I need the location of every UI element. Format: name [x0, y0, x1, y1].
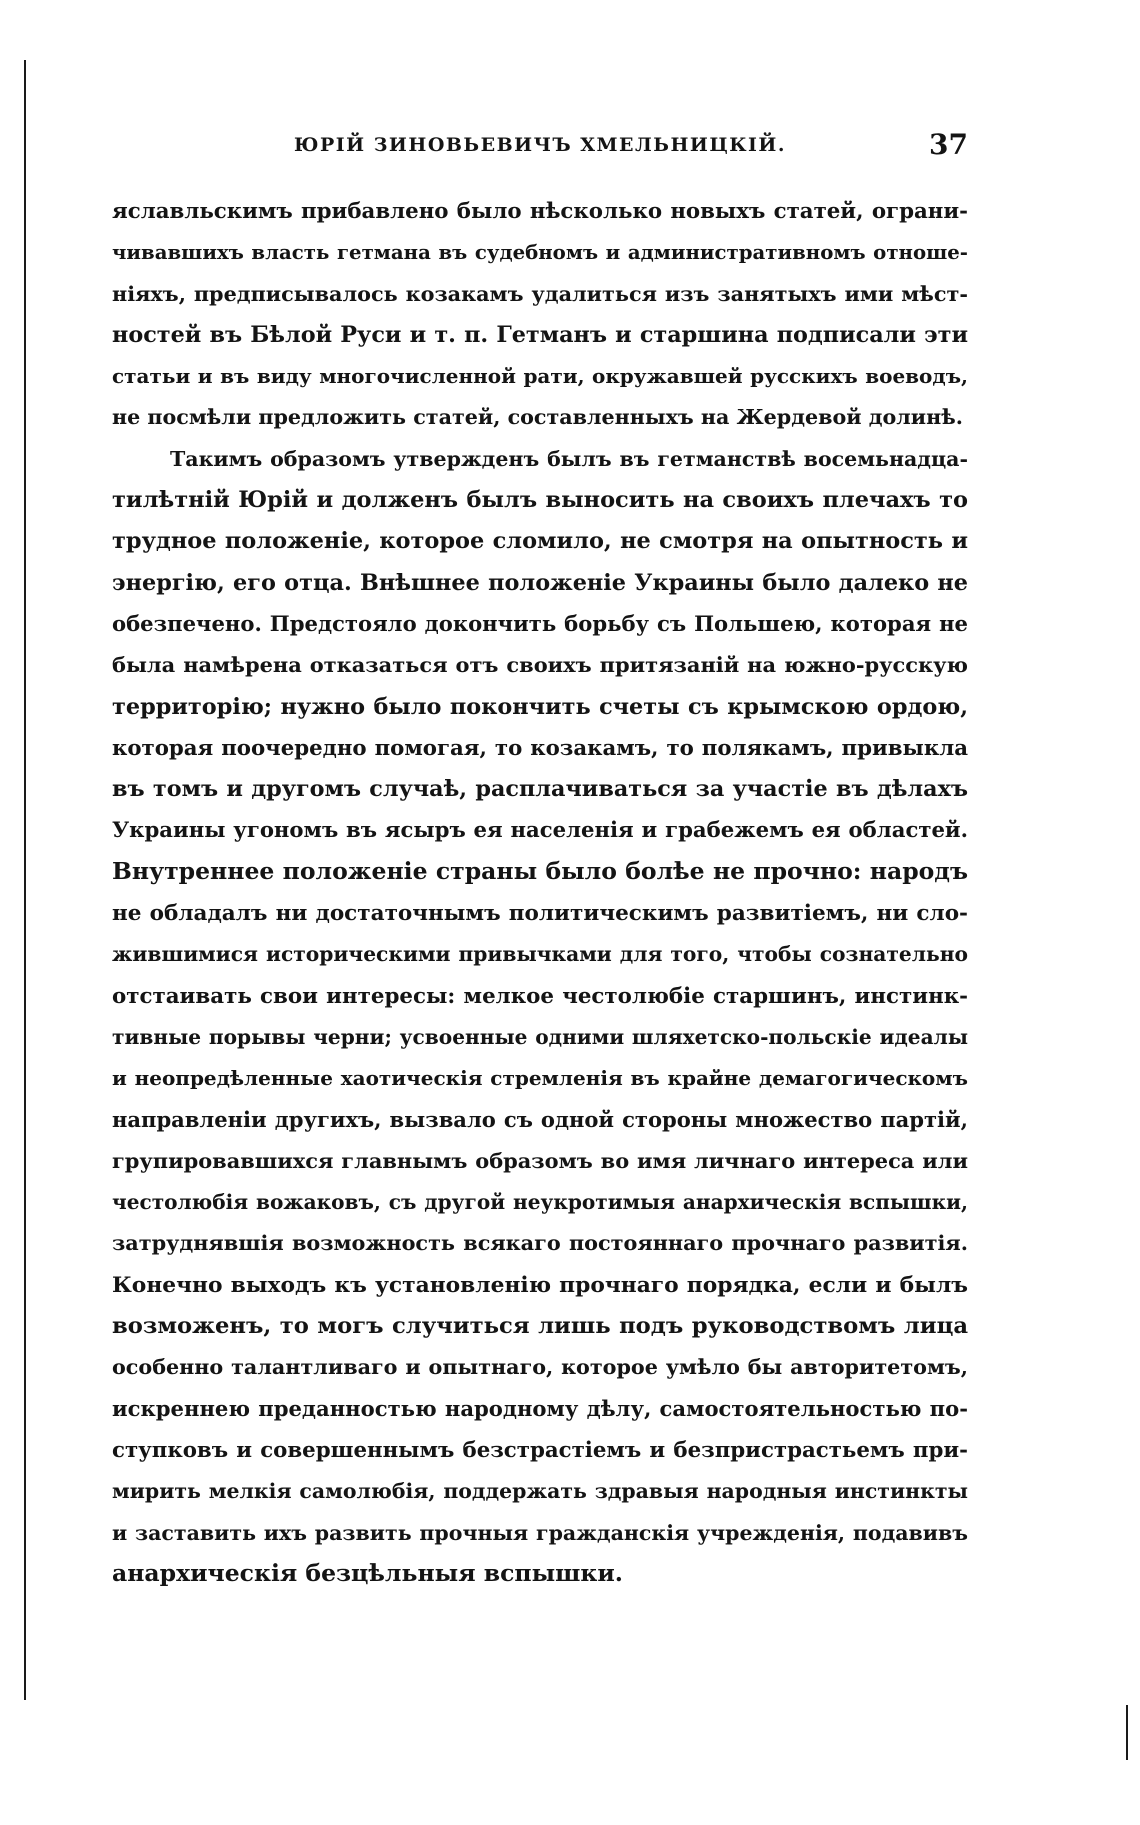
scan-page-edge-right: [1126, 1705, 1128, 1760]
text-line: анархическія безцѣльныя вспышки.: [112, 1558, 623, 1587]
text-line: не обладалъ ни достаточнымъ политическимъ развитіемъ, ни сло-: [112, 901, 968, 927]
text-line: особенно талантливаго и опытнаго, которое умѣло бы авторитетомъ,: [112, 1355, 968, 1380]
text-line: Такимъ образомъ утвержденъ былъ въ гетманствѣ восемьнадца-: [170, 446, 968, 471]
text-line: энергію, его отца. Внѣшнее положеніе Украины было далеко не: [112, 569, 968, 596]
page-number: 37: [929, 128, 968, 161]
text-line: Украины угономъ въ ясыръ ея населенія и грабежемъ ея областей.: [112, 817, 968, 843]
text-line: была намѣрена отказаться отъ своихъ притязаній на южно-русскую: [112, 652, 968, 678]
paragraph-1: [112, 190, 968, 438]
text-line: отстаивать свои интересы: мелкое честолюбіе старшинъ, инстинк-: [112, 983, 968, 1009]
paragraph-2: [112, 438, 968, 1594]
text-line: затруднявшія возможность всякаго постояннаго прочнаго развитія.: [112, 1230, 968, 1256]
text-line: которая поочередно помогая, то козакамъ, то полякамъ, привыкла: [112, 735, 968, 761]
running-head: [112, 128, 968, 168]
text-line: ностей въ Бѣлой Руси и т. п. Гетманъ и старшина подписали эти: [112, 321, 968, 348]
text-line: честолюбія вожаковъ, съ другой неукротимыя анархическія вспышки,: [112, 1190, 968, 1215]
text-line: чивавшихъ власть гетмана въ судебномъ и административномъ отноше-: [112, 240, 968, 265]
text-line: Внутреннее положеніе страны было болѣе не прочно: народъ: [112, 856, 968, 885]
text-line: и заставить ихъ развить прочныя гражданскія учрежденія, подавивъ: [112, 1520, 968, 1545]
text-line: групировавшихся главнымъ образомъ во имя личнаго интереса или: [112, 1147, 968, 1173]
text-line: не посмѣли предложить статей, составленныхъ на Жердевой долинѣ.: [112, 405, 963, 430]
text-line: въ томъ и другомъ случаѣ, расплачиваться за участіе въ дѣлахъ: [112, 776, 968, 803]
text-line: жившимися историческими привычками для того, чтобы сознательно: [112, 942, 968, 967]
text-line: яславльскимъ прибавлено было нѣсколько новыхъ статей, ограни-: [112, 199, 968, 224]
text-line: искреннею преданностью народному дѣлу, самостоятельностью по-: [112, 1395, 968, 1421]
text-line: статьи и въ виду многочисленной рати, окружавшей русскихъ воеводъ,: [112, 364, 968, 389]
text-line: мирить мелкія самолюбія, поддержать здравыя народныя инстинкты: [112, 1479, 968, 1504]
text-line: Конечно выходъ къ установленію прочнаго порядка, если и былъ: [112, 1272, 968, 1298]
text-line: ніяхъ, предписывалось козакамъ удалиться изъ занятыхъ ими мѣст-: [112, 281, 968, 306]
text-line: направленіи другихъ, вызвало съ одной стороны множество партій,: [112, 1106, 968, 1132]
text-line: обезпечено. Предстояло докончить борьбу съ Польшею, которая не: [112, 610, 968, 636]
scan-page-edge: [24, 60, 26, 1700]
text-line: тивные порывы черни; усвоенные одними шляхетско-польскіе идеалы: [112, 1024, 968, 1049]
running-title: ЮРІЙ ЗИНОВЬЕВИЧЪ ХМЕЛЬНИЦКІЙ.: [294, 134, 786, 156]
body-text: [112, 190, 968, 1594]
text-line: тилѣтній Юрій и долженъ былъ выносить на своихъ плечахъ то: [112, 487, 968, 514]
text-line: территорію; нужно было покончить счеты съ крымскою ордою,: [112, 693, 968, 720]
text-line: и неопредѣленные хаотическія стремленія въ крайне демагогическомъ: [112, 1066, 968, 1091]
text-line: ступковъ и совершеннымъ безстрастіемъ и безпристрастьемъ при-: [112, 1437, 968, 1463]
text-line: возможенъ, то могъ случиться лишь подъ руководствомъ лица: [112, 1313, 968, 1340]
text-line: трудное положеніе, которое сломило, не смотря на опытность и: [112, 528, 968, 555]
